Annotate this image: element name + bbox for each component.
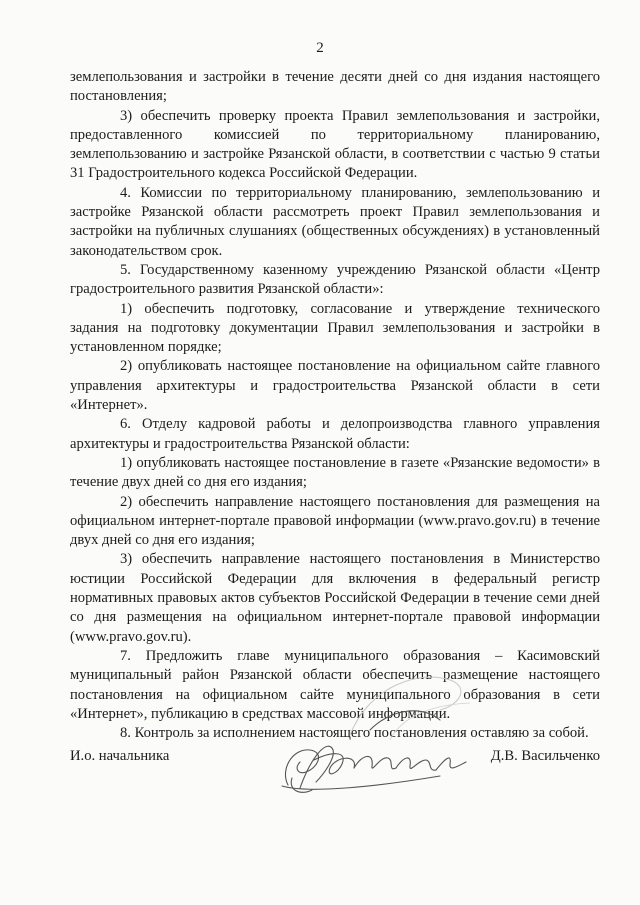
document-body bbox=[70, 68, 600, 743]
paragraph: 8. Контроль за исполнением настоящего постановления оставляю за собой. bbox=[120, 725, 589, 742]
paragraph: 3) обеспечить направление настоящего постановления в Министерство юстиции Российской Федерации для включения в федеральный регистр нормативных правовых актов субъектов Российской Федерации в течение семи дней со дня размещения на официальном интернет-портале правовой информации (www.pravo.gov.ru). bbox=[70, 551, 600, 645]
paragraph: 1) опубликовать настоящее постановление в газете «Рязанские ведомости» в течение двух дней со дня его издания; bbox=[70, 454, 600, 491]
paragraph: 7. Предложить главе муниципального образования – Касимовский муниципальный район Рязанской области обеспечить размещение настоящего постановления на официальном сайте муниципального образования в сети «Интернет», публикацию в средствах массовой информации. bbox=[70, 647, 600, 722]
signature-block bbox=[70, 748, 600, 788]
paragraph: 2) опубликовать настоящее постановление на официальном сайте главного управления архитектуры и градостроительства Рязанской области в сети «Интернет». bbox=[70, 358, 600, 414]
page-number: 2 bbox=[316, 40, 324, 56]
position-title: И.о. начальника bbox=[70, 748, 170, 764]
paragraph: 1) обеспечить подготовку, согласование и утверждение технического задания на подготовку документации Правил землепользования и застройки в установленном порядке; bbox=[70, 300, 600, 356]
paragraph: 4. Комиссии по территориальному планированию, землепользованию и застройке Рязанской области рассмотреть проект Правил землепользования и застройки на публичных слушаниях (общественных обсуждениях) в установленный законодательством срок. bbox=[70, 184, 600, 259]
paragraph: 3) обеспечить проверку проекта Правил землепользования и застройки, предоставленного комиссией по территориальному планированию, землепользованию и застройке Рязанской области, в соответствии с частью 9 статьи 31 Градостроительного кодекса Российской Федерации. bbox=[70, 107, 600, 182]
paragraph: 6. Отделу кадровой работы и делопроизводства главного управления архитектуры и градостроительства Рязанской области: bbox=[70, 416, 600, 452]
paragraph: землепользования и застройки в течение десяти дней со дня издания настоящего постановления; bbox=[70, 69, 600, 105]
signer-name: Д.В. Васильченко bbox=[490, 748, 600, 764]
paragraph: 2) обеспечить направление настоящего постановления для размещения на официальном интернет-портале правовой информации (www.pravo.gov.ru) в течение двух дней со дня его издания; bbox=[70, 493, 600, 549]
paragraph: 5. Государственному казенному учреждению Рязанской области «Центр градостроительного развития Рязанской области»: bbox=[70, 261, 600, 298]
